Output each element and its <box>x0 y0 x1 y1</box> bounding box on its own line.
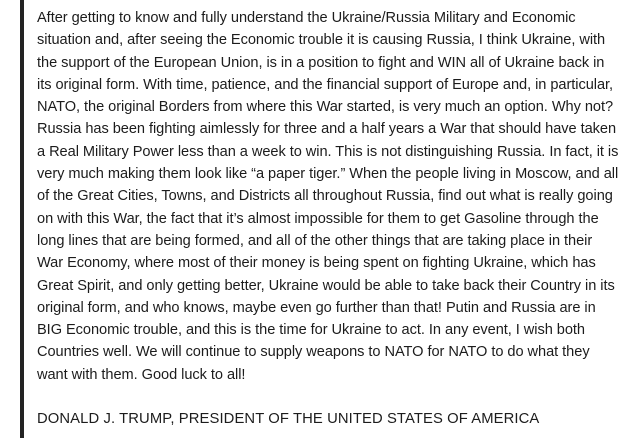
post-container <box>20 0 620 444</box>
post-body-text: After getting to know and fully understand the Ukraine/Russia Military and Economic situation and, after seeing the Economic trouble it is causing Russia, I think Ukraine, with the support of the European Union, is in a position to fight and WIN all of Ukraine back in its original form. With time, patience, and the financial support of Europe and, in particular, NATO, the original Borders from where this War started, is very much an option. Why not? Russia has been fighting aimlessly for three and a half years a War that should have taken a Real Military Power less than a week to win. This is not distinguishing Russia. In fact, it is very much making them look like “a paper tiger.” When the people living in Moscow, and all of the Great Cities, Towns, and Districts all throughout Russia, find out what is really going on with this War, the fact that it’s almost impossible for them to get Gasoline through the long lines that are being formed, and all of the other things that are taking place in their War Economy, where most of their money is being spent on fighting Ukraine, which has Great Spirit, and only getting better, Ukraine would be able to take back their Country in its original form, and who knows, maybe even go further than that! Putin and Russia are in BIG Economic trouble, and this is the time for Ukraine to act. In any event, I wish both Countries well. We will continue to supply weapons to NATO for NATO to do what they want with them. Good luck to all! <box>37 10 619 383</box>
quote-bar <box>20 0 24 438</box>
post-signature: DONALD J. TRUMP, PRESIDENT OF THE UNITED STATES OF AMERICA <box>37 411 540 427</box>
